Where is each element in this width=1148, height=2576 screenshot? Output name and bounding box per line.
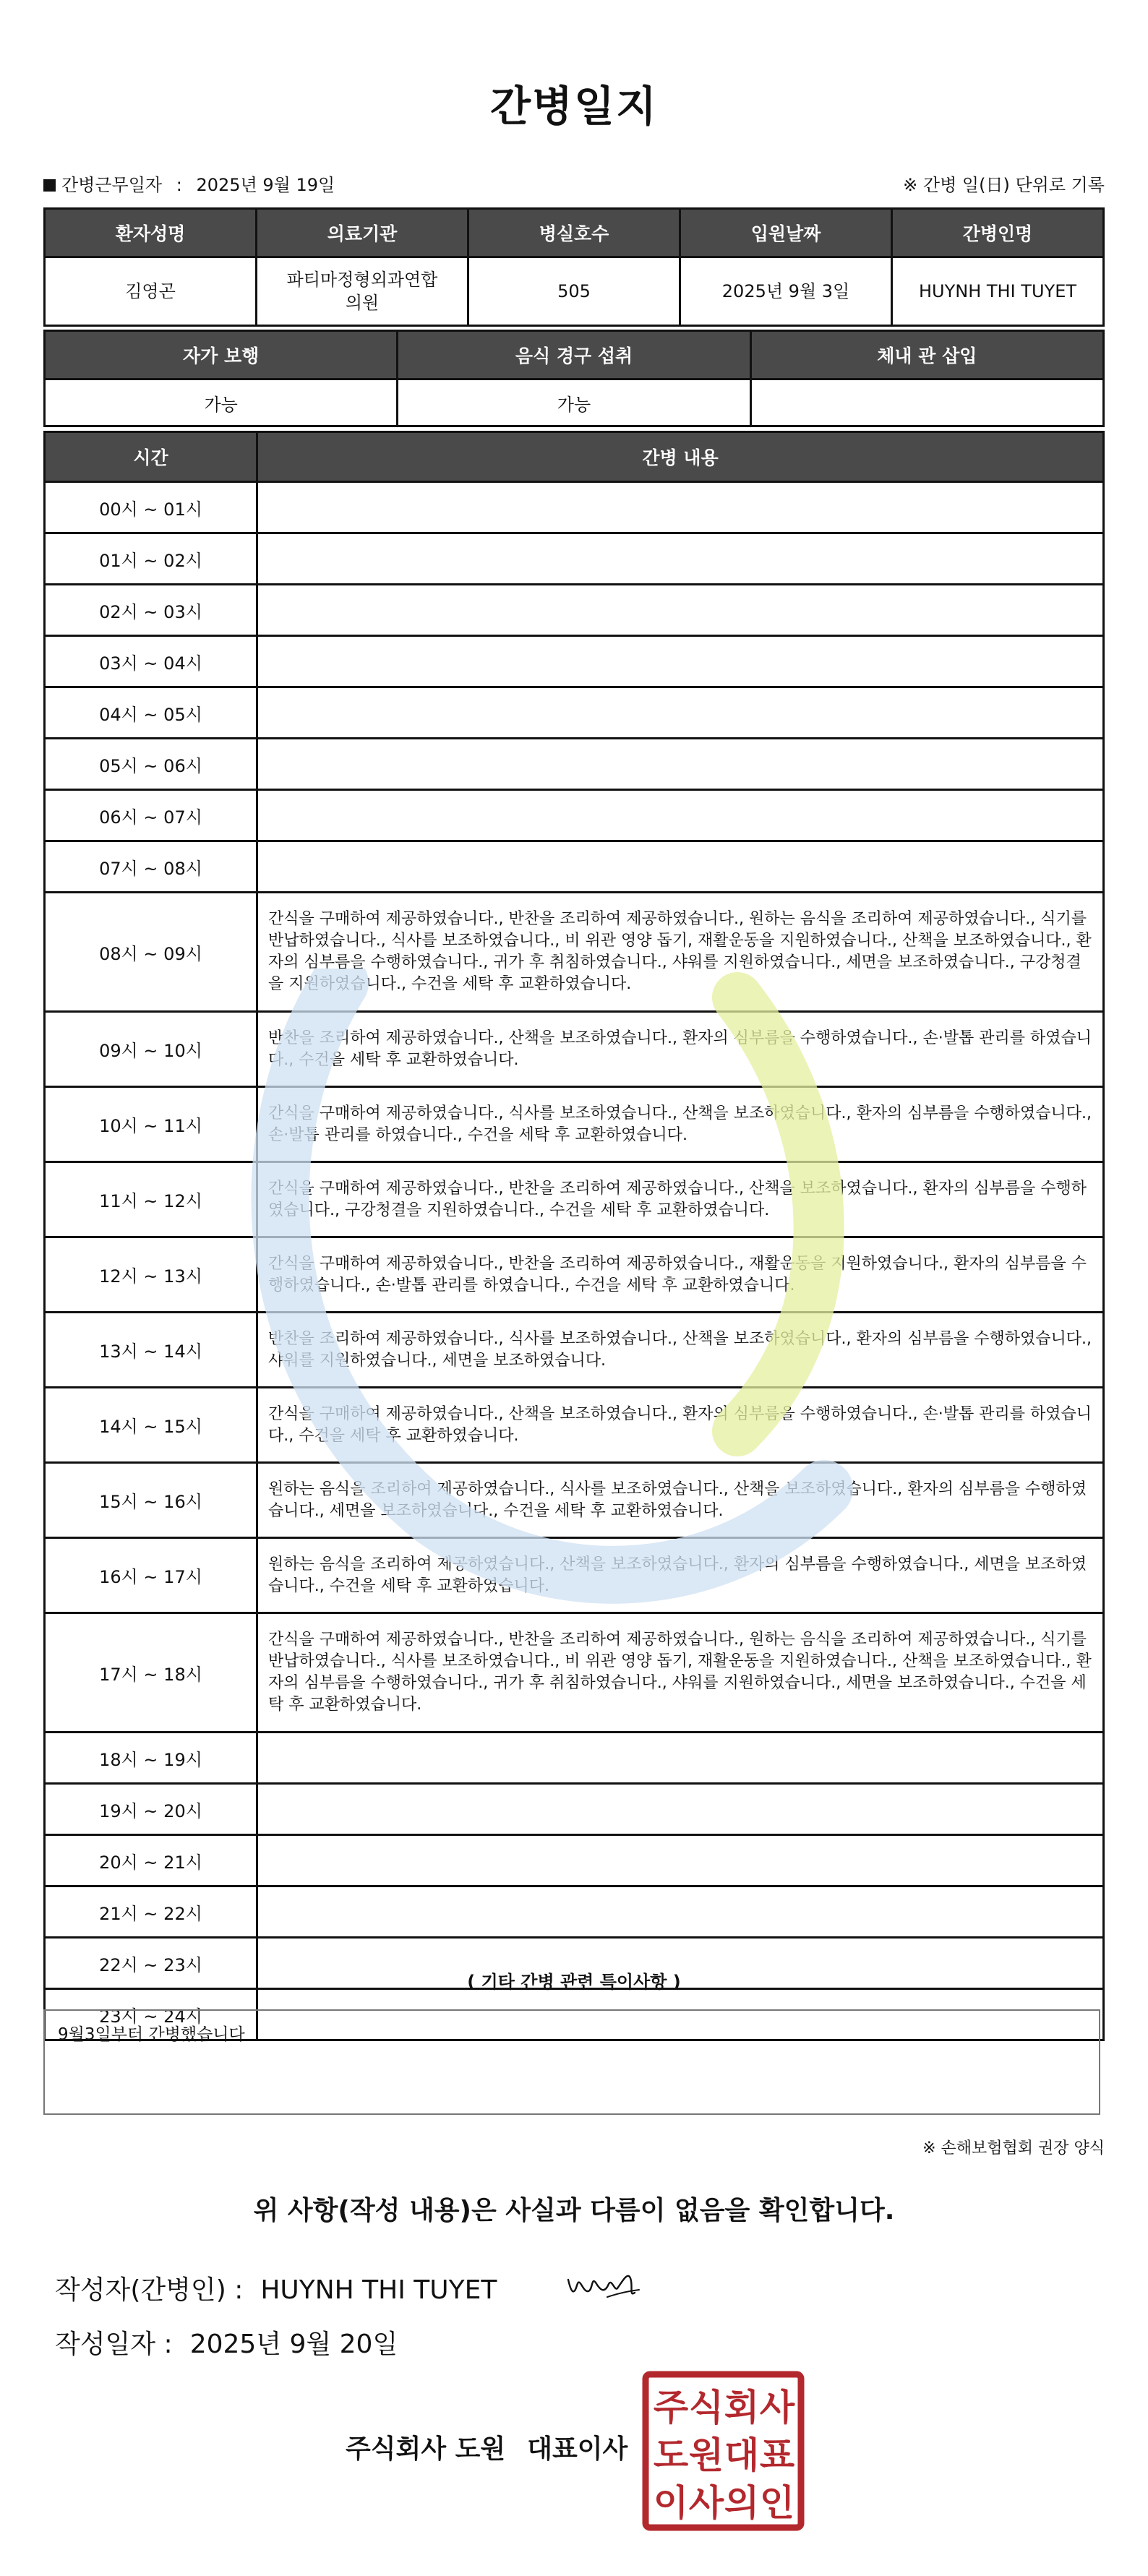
log-time: 08시 ~ 09시 bbox=[45, 893, 257, 1012]
walking-status: 가능 bbox=[45, 379, 398, 426]
log-row bbox=[45, 1835, 1104, 1886]
header-room: 병실호수 bbox=[468, 209, 680, 257]
svg-text:사: 사 bbox=[688, 2482, 724, 2524]
log-time: 23시 ~ 24시 bbox=[45, 1989, 257, 2040]
company-seal-stamp bbox=[642, 2371, 805, 2531]
log-content bbox=[257, 790, 1104, 841]
log-content: 간식을 구매하여 제공하였습니다., 반찬을 조리하여 제공하였습니다., 원하는 음식을 조리하여 제공하였습니다., 식기를 반납하였습니다., 식사를 보조하였습니다., 비 위관 영양 돕기, 재활운동을 지원하였습니다., 산책을 보조하였습니다., 환자의 심부름을 수행하였습니다., 귀가 후 취침하였습니다., 샤워를 지원하였습니다., 세면을 보조하였습니다., 구강청결을 지원하였습니다., 수건을 세탁 후 교환하였습니다. bbox=[257, 893, 1104, 1012]
confirmation-statement: 위 사항(작성 내용)은 사실과 다름이 없음을 확인합니다. bbox=[253, 2196, 895, 2225]
log-content: 간식을 구매하여 제공하였습니다., 반찬을 조리하여 제공하였습니다., 산책을 보조하였습니다., 환자의 심부름을 수행하였습니다., 구강청결을 지원하였습니다., 수건을 세탁 후 교환하였습니다. bbox=[257, 1162, 1104, 1237]
log-row bbox=[45, 1463, 1104, 1538]
log-time: 09시 ~ 10시 bbox=[45, 1012, 257, 1087]
header-patient-name: 환자성명 bbox=[45, 209, 257, 257]
log-time: 22시 ~ 23시 bbox=[45, 1938, 257, 1989]
log-row bbox=[45, 1388, 1104, 1463]
log-content: 반찬을 조리하여 제공하였습니다., 산책을 보조하였습니다., 환자의 심부름을 수행하였습니다., 손·발톱 관리를 하였습니다., 수건을 세탁 후 교환하였습니다. bbox=[257, 1012, 1104, 1087]
log-row bbox=[45, 1313, 1104, 1388]
log-row bbox=[45, 533, 1104, 585]
log-content: 간식을 구매하여 제공하였습니다., 식사를 보조하였습니다., 산책을 보조하였습니다., 환자의 심부름을 수행하였습니다., 손·발톱 관리를 하였습니다., 수건을 세탁 후 교환하였습니다. bbox=[257, 1087, 1104, 1162]
log-time: 04시 ~ 05시 bbox=[45, 687, 257, 739]
log-time: 20시 ~ 21시 bbox=[45, 1835, 257, 1886]
company-line bbox=[346, 2429, 627, 2465]
hospital-name: 파티마정형외과연합의원 bbox=[257, 257, 468, 326]
log-content bbox=[257, 687, 1104, 739]
log-content bbox=[257, 533, 1104, 585]
written-date-value: 2025년 9월 20일 bbox=[189, 2330, 398, 2359]
log-content bbox=[257, 585, 1104, 636]
header-oral-intake: 음식 경구 섭취 bbox=[398, 331, 750, 379]
log-content bbox=[257, 636, 1104, 687]
header-tube: 체내 관 삽입 bbox=[750, 331, 1103, 379]
tube-status bbox=[750, 379, 1103, 426]
svg-text:회: 회 bbox=[724, 2387, 760, 2429]
header-hospital: 의료기관 bbox=[257, 209, 468, 257]
header-care-content: 간병 내용 bbox=[257, 432, 1104, 482]
writer-label: 작성자(간병인) : bbox=[55, 2275, 244, 2305]
log-time: 19시 ~ 20시 bbox=[45, 1784, 257, 1835]
log-time: 00시 ~ 01시 bbox=[45, 482, 257, 533]
log-time: 03시 ~ 04시 bbox=[45, 636, 257, 687]
svg-text:대: 대 bbox=[724, 2434, 760, 2476]
notes-title: ( 기타 간병 관련 특이사항 ) bbox=[467, 1972, 681, 1992]
written-date-label: 작성일자 : bbox=[55, 2330, 173, 2359]
work-date bbox=[43, 171, 335, 196]
notes-box bbox=[43, 2009, 1100, 2115]
log-row bbox=[45, 739, 1104, 790]
unit-note: ※ 간병 일(日) 단위로 기록 bbox=[903, 175, 1105, 195]
log-row bbox=[45, 1613, 1104, 1733]
writer-line bbox=[55, 2270, 497, 2306]
svg-text:식: 식 bbox=[688, 2387, 724, 2429]
log-content bbox=[257, 1835, 1104, 1886]
svg-text:사: 사 bbox=[759, 2387, 795, 2429]
log-content: 간식을 구매하여 제공하였습니다., 반찬을 조리하여 제공하였습니다., 재활운동을 지원하였습니다., 환자의 심부름을 수행하였습니다., 손·발톱 관리를 하였습니다., 수건을 세탁 후 교환하였습니다. bbox=[257, 1237, 1104, 1313]
svg-text:인: 인 bbox=[759, 2482, 795, 2524]
admission-date: 2025년 9월 3일 bbox=[680, 257, 892, 326]
log-content bbox=[257, 739, 1104, 790]
log-content: 간식을 구매하여 제공하였습니다., 반찬을 조리하여 제공하였습니다., 원하는 음식을 조리하여 제공하였습니다., 식기를 반납하였습니다., 식사를 보조하였습니다., 비 위관 영양 돕기, 재활운동을 지원하였습니다., 산책을 보조하였습니다., 환자의 심부름을 수행하였습니다., 귀가 후 취침하였습니다., 샤워를 지원하였습니다., 세면을 보조하였습니다., 수건을 세탁 후 교환하였습니다. bbox=[257, 1613, 1104, 1733]
company-name: 주식회사 도원 bbox=[346, 2434, 506, 2464]
bullet-square-icon bbox=[43, 179, 56, 192]
writer-name: HUYNH THI TUYET bbox=[260, 2275, 497, 2305]
log-time: 12시 ~ 13시 bbox=[45, 1237, 257, 1313]
notes-text: 9월3일부터 간병했습니다 bbox=[58, 2025, 245, 2044]
log-row bbox=[45, 636, 1104, 687]
log-time: 13시 ~ 14시 bbox=[45, 1313, 257, 1388]
log-content bbox=[257, 1886, 1104, 1938]
patient-name: 김영곤 bbox=[45, 257, 257, 326]
svg-text:표: 표 bbox=[759, 2434, 795, 2476]
log-time: 14시 ~ 15시 bbox=[45, 1388, 257, 1463]
header-time: 시간 bbox=[45, 432, 257, 482]
log-content bbox=[257, 482, 1104, 533]
patient-status-table bbox=[43, 330, 1105, 427]
log-time: 05시 ~ 06시 bbox=[45, 739, 257, 790]
log-row bbox=[45, 687, 1104, 739]
header-walking: 자가 보행 bbox=[45, 331, 398, 379]
log-content: 원하는 음식을 조리하여 제공하였습니다., 산책을 보조하였습니다., 환자의 심부름을 수행하였습니다., 세면을 보조하였습니다., 수건을 세탁 후 교환하였습니다. bbox=[257, 1538, 1104, 1613]
company-title: 대표이사 bbox=[527, 2434, 628, 2464]
svg-text:도: 도 bbox=[653, 2434, 689, 2476]
log-row bbox=[45, 1538, 1104, 1613]
page-title: 간병일지 bbox=[489, 82, 659, 131]
log-row bbox=[45, 585, 1104, 636]
log-row bbox=[45, 790, 1104, 841]
log-row bbox=[45, 1087, 1104, 1162]
log-time: 11시 ~ 12시 bbox=[45, 1162, 257, 1237]
work-date-label: 간병근무일자 bbox=[61, 175, 163, 195]
log-row bbox=[45, 1012, 1104, 1087]
log-time: 16시 ~ 17시 bbox=[45, 1538, 257, 1613]
header-caregiver: 간병인명 bbox=[892, 209, 1104, 257]
log-row bbox=[45, 1784, 1104, 1835]
svg-text:주: 주 bbox=[653, 2387, 689, 2429]
caregiver-name: HUYNH THI TUYET bbox=[892, 257, 1104, 326]
log-content bbox=[257, 1784, 1104, 1835]
log-time: 10시 ~ 11시 bbox=[45, 1087, 257, 1162]
patient-info-table bbox=[43, 207, 1105, 327]
svg-text:의: 의 bbox=[724, 2482, 760, 2524]
log-content bbox=[257, 1733, 1104, 1784]
svg-text:이: 이 bbox=[653, 2482, 689, 2524]
header-admission-date: 입원날짜 bbox=[680, 209, 892, 257]
log-time: 06시 ~ 07시 bbox=[45, 790, 257, 841]
log-content bbox=[257, 841, 1104, 893]
log-row bbox=[45, 841, 1104, 893]
log-row bbox=[45, 1733, 1104, 1784]
care-log-table bbox=[43, 431, 1105, 2041]
log-time: 21시 ~ 22시 bbox=[45, 1886, 257, 1938]
log-row bbox=[45, 482, 1104, 533]
log-content: 원하는 음식을 조리하여 제공하였습니다., 식사를 보조하였습니다., 산책을 보조하였습니다., 환자의 심부름을 수행하였습니다., 세면을 보조하였습니다., 수건을 세탁 후 교환하였습니다. bbox=[257, 1463, 1104, 1538]
written-date-line bbox=[55, 2324, 398, 2361]
work-date-sep: : bbox=[176, 175, 182, 195]
log-time: 18시 ~ 19시 bbox=[45, 1733, 257, 1784]
log-row bbox=[45, 1237, 1104, 1313]
log-row bbox=[45, 1162, 1104, 1237]
log-time: 02시 ~ 03시 bbox=[45, 585, 257, 636]
work-date-value: 2025년 9월 19일 bbox=[196, 175, 335, 195]
svg-text:원: 원 bbox=[688, 2434, 724, 2476]
log-time: 07시 ~ 08시 bbox=[45, 841, 257, 893]
log-content: 간식을 구매하여 제공하였습니다., 산책을 보조하였습니다., 환자의 심부름을 수행하였습니다., 손·발톱 관리를 하였습니다., 수건을 세탁 후 교환하였습니다. bbox=[257, 1388, 1104, 1463]
log-row bbox=[45, 1886, 1104, 1938]
form-footnote: ※ 손해보험협회 권장 양식 bbox=[922, 2139, 1105, 2158]
log-row bbox=[45, 893, 1104, 1012]
log-time: 17시 ~ 18시 bbox=[45, 1613, 257, 1733]
oral-intake-status: 가능 bbox=[398, 379, 750, 426]
handwritten-signature bbox=[564, 2261, 643, 2307]
log-time: 01시 ~ 02시 bbox=[45, 533, 257, 585]
room-number: 505 bbox=[468, 257, 680, 326]
log-content: 반찬을 조리하여 제공하였습니다., 식사를 보조하였습니다., 산책을 보조하였습니다., 환자의 심부름을 수행하였습니다., 샤워를 지원하였습니다., 세면을 보조하였습니다. bbox=[257, 1313, 1104, 1388]
log-time: 15시 ~ 16시 bbox=[45, 1463, 257, 1538]
